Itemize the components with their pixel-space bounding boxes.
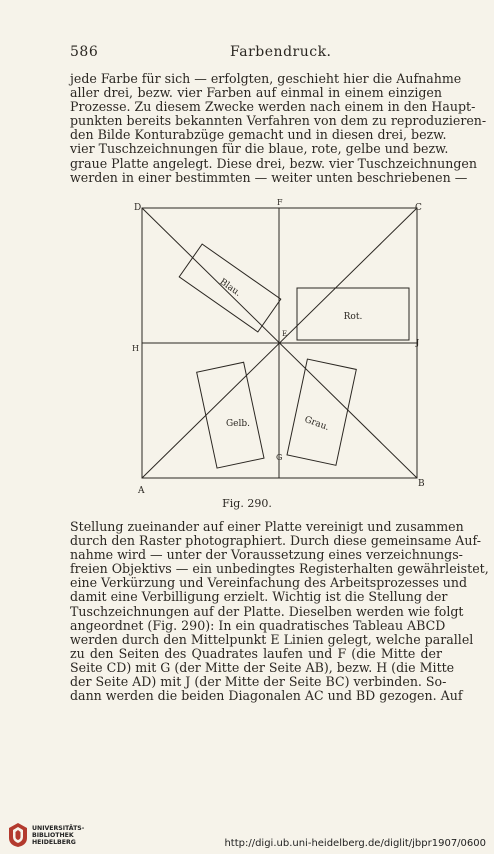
text-line: eine Verkürzung und Vereinfachung des Arbeitsprozesses und bbox=[70, 575, 468, 591]
text-line: Seite CD) mit G (der Mitte der Seite AB), bezw. H (die Mitte bbox=[70, 659, 455, 675]
plate-gelb bbox=[197, 362, 264, 468]
text-line: zu den Seiten des Quadrates laufen und F (die Mitte der bbox=[70, 645, 442, 661]
text-line: punkten bereits bekannten Verfahren von dem zu reproduzieren- bbox=[70, 113, 487, 129]
label-e: E bbox=[282, 330, 288, 338]
text-line: freien Objektivs — ein unbedingtes Registerhalten gewährleistet, bbox=[70, 561, 489, 577]
text-line: durch den Raster photographiert. Durch diese gemeinsame Auf- bbox=[70, 533, 481, 549]
text-line: damit eine Verbilligung erzielt. Wichtig ist die Stellung der bbox=[70, 589, 448, 605]
text-line: jede Farbe für sich — erfolgten, geschieht hier die Aufnahme bbox=[70, 71, 462, 86]
text-line: dann werden die beiden Diagonalen AC und BD gezogen. Auf bbox=[70, 688, 463, 704]
text-line: angeordnet (Fig. 290): In ein quadratisches Tableau ABCD bbox=[70, 617, 446, 633]
plate-label-grau: Grau. bbox=[302, 414, 331, 434]
text-line: den Bilde Konturabzüge gemacht und in diesen drei, bezw. bbox=[70, 127, 447, 143]
label-b: B bbox=[418, 479, 425, 489]
text-line: graue Platte angelegt. Diese drei, bezw. vier Tuschzeichnungen bbox=[70, 155, 477, 171]
label-c: C bbox=[415, 203, 422, 213]
page-number: 586 bbox=[70, 44, 99, 60]
plate-label-gelb: Gelb. bbox=[225, 419, 251, 429]
text-line: werden in einer bestimmten — weiter unten beschriebenen — bbox=[70, 169, 468, 185]
label-d: D bbox=[134, 203, 142, 213]
label-a: A bbox=[138, 486, 145, 496]
figure-290-diagram bbox=[132, 198, 432, 498]
library-name-line: BIBLIOTHEK bbox=[32, 831, 74, 839]
page-header bbox=[70, 44, 442, 64]
running-title: Farbendruck. bbox=[230, 44, 332, 60]
library-name-line: HEIDELBERG bbox=[32, 838, 76, 846]
text-line: werden durch den Mittelpunkt E Linien gelegt, welche parallel bbox=[70, 631, 474, 647]
text-line: aller drei, bezw. vier Farben auf einmal in einem einzigen bbox=[70, 85, 442, 101]
paragraph-bottom bbox=[70, 519, 489, 704]
text-line: Stellung zueinander auf einer Platte vereinigt und zusammen bbox=[70, 519, 464, 534]
paragraph-top bbox=[70, 71, 487, 185]
library-name-line: UNIVERSITÄTS- bbox=[32, 825, 85, 832]
label-f: F bbox=[277, 198, 283, 207]
text-line: Tuschzeichnungen auf der Platte. Dieselben werden wie folgt bbox=[70, 603, 464, 619]
plate-grau bbox=[287, 359, 356, 465]
plate-label-rot: Rot. bbox=[343, 312, 363, 322]
library-logo bbox=[8, 822, 118, 850]
text-line: Prozesse. Zu diesem Zwecke werden nach einem in den Haupt- bbox=[70, 99, 476, 115]
label-h: H bbox=[132, 344, 139, 353]
label-j: J bbox=[416, 338, 420, 347]
source-url-link[interactable]: http://digi.ub.uni-heidelberg.de/diglit/jbpr1907/0600 bbox=[224, 838, 486, 849]
university-seal-icon bbox=[8, 822, 28, 848]
figure-caption: Fig. 290. bbox=[222, 497, 272, 510]
text-line: der Seite AD) mit J (der Mitte der Seite BC) verbinden. So- bbox=[70, 674, 447, 690]
text-line: vier Tuschzeichnungen für die blaue, rote, gelbe und bezw. bbox=[70, 141, 449, 157]
text-line: nahme wird — unter der Voraussetzung eines verzeichnungs- bbox=[70, 547, 463, 563]
plate-label-blau: Blau. bbox=[217, 277, 243, 299]
label-g: G bbox=[276, 453, 283, 462]
